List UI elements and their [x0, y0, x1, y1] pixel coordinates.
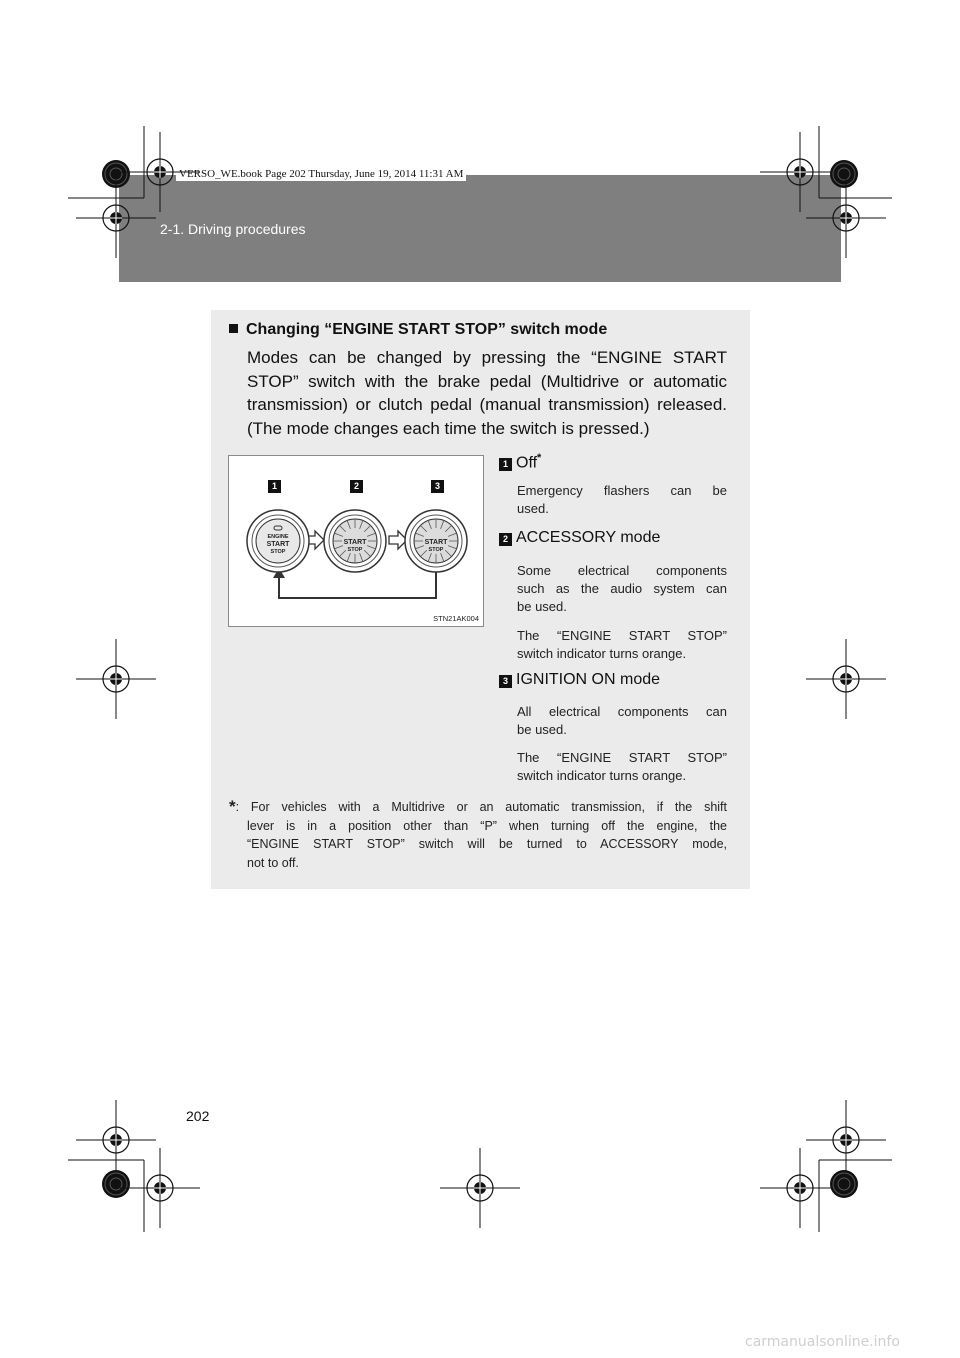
- mode-3-indicator-note: [517, 749, 727, 785]
- mode-2-heading: [499, 529, 660, 547]
- footnote-star: *: [229, 797, 236, 816]
- footnote-line: lever is in a position other than “P” when turning off the engine, the: [247, 818, 727, 833]
- section-heading: [229, 321, 607, 339]
- desc-line: switch indicator turns orange.: [517, 768, 687, 783]
- svg-text:START: START: [266, 541, 290, 548]
- mode-title: IGNITION ON mode: [516, 671, 661, 688]
- page-number: 202: [186, 1108, 210, 1124]
- svg-text:STOP: STOP: [347, 547, 363, 553]
- desc-line: be used.: [517, 599, 567, 614]
- engine-switch-ignition-icon: [405, 510, 467, 572]
- mode-2-indicator-note: [517, 627, 727, 663]
- footnote-line: “ENGINE START STOP” switch will be turned to ACCESSORY mode,: [247, 837, 727, 851]
- square-bullet-icon: [229, 324, 238, 333]
- mode-3-heading: [499, 671, 660, 689]
- desc-line: be used.: [517, 722, 567, 737]
- switch-diagram: [229, 456, 483, 626]
- intro-paragraph: [247, 346, 727, 440]
- mode-2-description: [517, 562, 727, 616]
- intro-line: (The mode changes each time the switch is pressed.): [247, 418, 650, 438]
- figure-code: STN21AK004: [433, 614, 479, 623]
- mode-1-description: [517, 482, 727, 518]
- desc-line: such as the audio system can: [517, 581, 727, 596]
- figure-badge-2: 2: [350, 480, 363, 493]
- section-title: 2-1. Driving procedures: [160, 221, 306, 237]
- engine-switch-off-icon: [247, 510, 309, 572]
- mode-number-badge: 3: [499, 675, 512, 688]
- desc-line: Some electrical components: [517, 563, 727, 578]
- mode-title: Off: [516, 454, 538, 472]
- footnote: [229, 798, 727, 872]
- intro-line: transmission) or clutch pedal (manual transmission) released.: [247, 395, 727, 414]
- desc-line: Emergency flashers can be: [517, 483, 727, 498]
- mode-number-badge: 2: [499, 533, 512, 546]
- footnote-text: : For vehicles with a Multidrive or an automatic transmission, if the shift: [235, 800, 727, 814]
- mode-number-badge: 1: [499, 458, 512, 471]
- svg-text:ENGINE: ENGINE: [267, 534, 289, 540]
- footnote-line: [229, 798, 727, 817]
- desc-line: switch indicator turns orange.: [517, 646, 687, 661]
- watermark: carmanualsonline.info: [745, 1334, 900, 1350]
- mode-3-description: [517, 703, 727, 739]
- svg-text:START: START: [343, 539, 367, 546]
- desc-line: All electrical components can: [517, 704, 727, 719]
- mode-title: ACCESSORY mode: [516, 529, 661, 546]
- intro-line: Modes can be changed by pressing the “ENGINE START: [247, 348, 727, 367]
- svg-text:START: START: [424, 539, 448, 546]
- figure-badge-3: 3: [431, 480, 444, 493]
- heading-text: Changing “ENGINE START STOP” switch mode: [246, 321, 608, 338]
- figure-badge-1: 1: [268, 480, 281, 493]
- desc-line: The “ENGINE START STOP”: [517, 628, 727, 643]
- book-stamp: VERSO_WE.book Page 202 Thursday, June 19, 2014 11:31 AM: [176, 167, 466, 181]
- desc-line: The “ENGINE START STOP”: [517, 750, 727, 765]
- svg-text:STOP: STOP: [428, 547, 444, 553]
- intro-line: STOP” switch with the brake pedal (Multidrive or automatic: [247, 371, 727, 391]
- engine-switch-accessory-icon: [324, 510, 386, 572]
- switch-mode-figure: [228, 455, 484, 627]
- footnote-line: not to off.: [247, 855, 299, 870]
- desc-line: used.: [517, 501, 549, 516]
- mode-1-heading: [499, 452, 541, 472]
- svg-text:STOP: STOP: [270, 549, 286, 555]
- footnote-marker: *: [537, 452, 542, 464]
